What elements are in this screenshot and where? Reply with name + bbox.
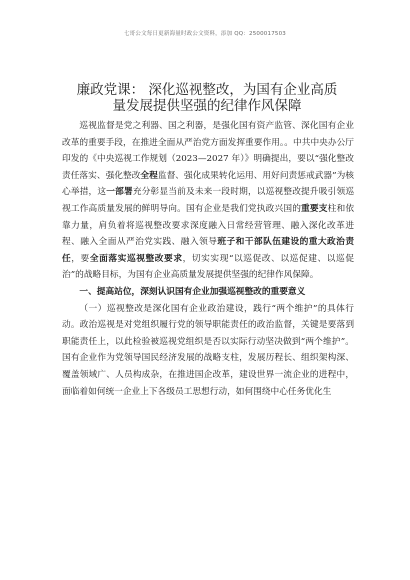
paragraph-text: 柱和依靠力量，肩负着将巡视整改要求深度融入日常经营管理、融入深化改革进程、融入全面从严治党实践、融入领导 (62, 203, 355, 248)
highlighted-text: 一部署 (106, 187, 133, 198)
paragraph-text: ，切实实现“以巡促改、以巡促建、以巡促治”的战略目标，为国有企业高质量发展提供坚强的纪律作风保障。 (62, 253, 355, 281)
document-body (62, 118, 354, 400)
body-paragraph (62, 118, 354, 284)
paragraph-text: 一、提高站位，深刻认识国有企业加强巡视整改的重要意义 (79, 286, 306, 297)
highlighted-text: 重要支 (301, 203, 328, 214)
paragraph-text: ，要 (71, 253, 90, 264)
title-line-2: 量发展提供坚强的纪律作风保障 (112, 98, 302, 114)
highlighted-text: 全程 (140, 170, 158, 181)
paragraph-text: 巡视监督是党之利器、国之利器，是强化国有资产监管、深化国有企业改革的重要手段，在推进全面从严治党方面发挥重要作用。。中共中央办公厅印发的《中央巡视工作规划（2023—2027 年）》明确提出，要以“强化整改责任落实、强化整改 (62, 121, 354, 181)
paragraph-text: （一）巡视整改是深化国有企业政治建设，践行“两个维护”的具体行动。政治巡视是对党组织履行党的领导职能责任的政治监督，关键是要落到职能责任上，以此检验被巡视党组织是否以实际行动坚决做到“两个维护”。国有企业作为党领导国民经济发展的战略支柱，发展历程长、组织架构深、覆盖领域广、人员构成杂，在推进国企改革，建设世界一流企业的进程中，面临着如何统一企业上下各级员工思想行动，如何围绕中心任务优化生 (62, 303, 354, 397)
title-line-1: 廉政党课： 深化巡视整改，为国有企业高质 (76, 82, 338, 98)
highlighted-text: 班子和干部队伍建设的重大政治责任 (62, 237, 355, 264)
document-title (52, 82, 362, 114)
paragraph-text: 充分彰显当前及未来一段时期，以巡视整改提升吸引领巡视工作高质量发展的鲜明导向。国有企业是我们党执政兴国的 (62, 187, 355, 214)
paragraph-text: 监督、强化成果转化运用、用好问责惩戒武器”为核心举措，这 (62, 170, 354, 198)
header-note: 七哥公文每日更新海量时政公文资料，添加 QQ：2500017503 (123, 31, 286, 37)
section-heading (62, 284, 354, 301)
highlighted-text: 全面落实巡视整改要求 (89, 253, 183, 264)
body-paragraph (62, 301, 354, 401)
